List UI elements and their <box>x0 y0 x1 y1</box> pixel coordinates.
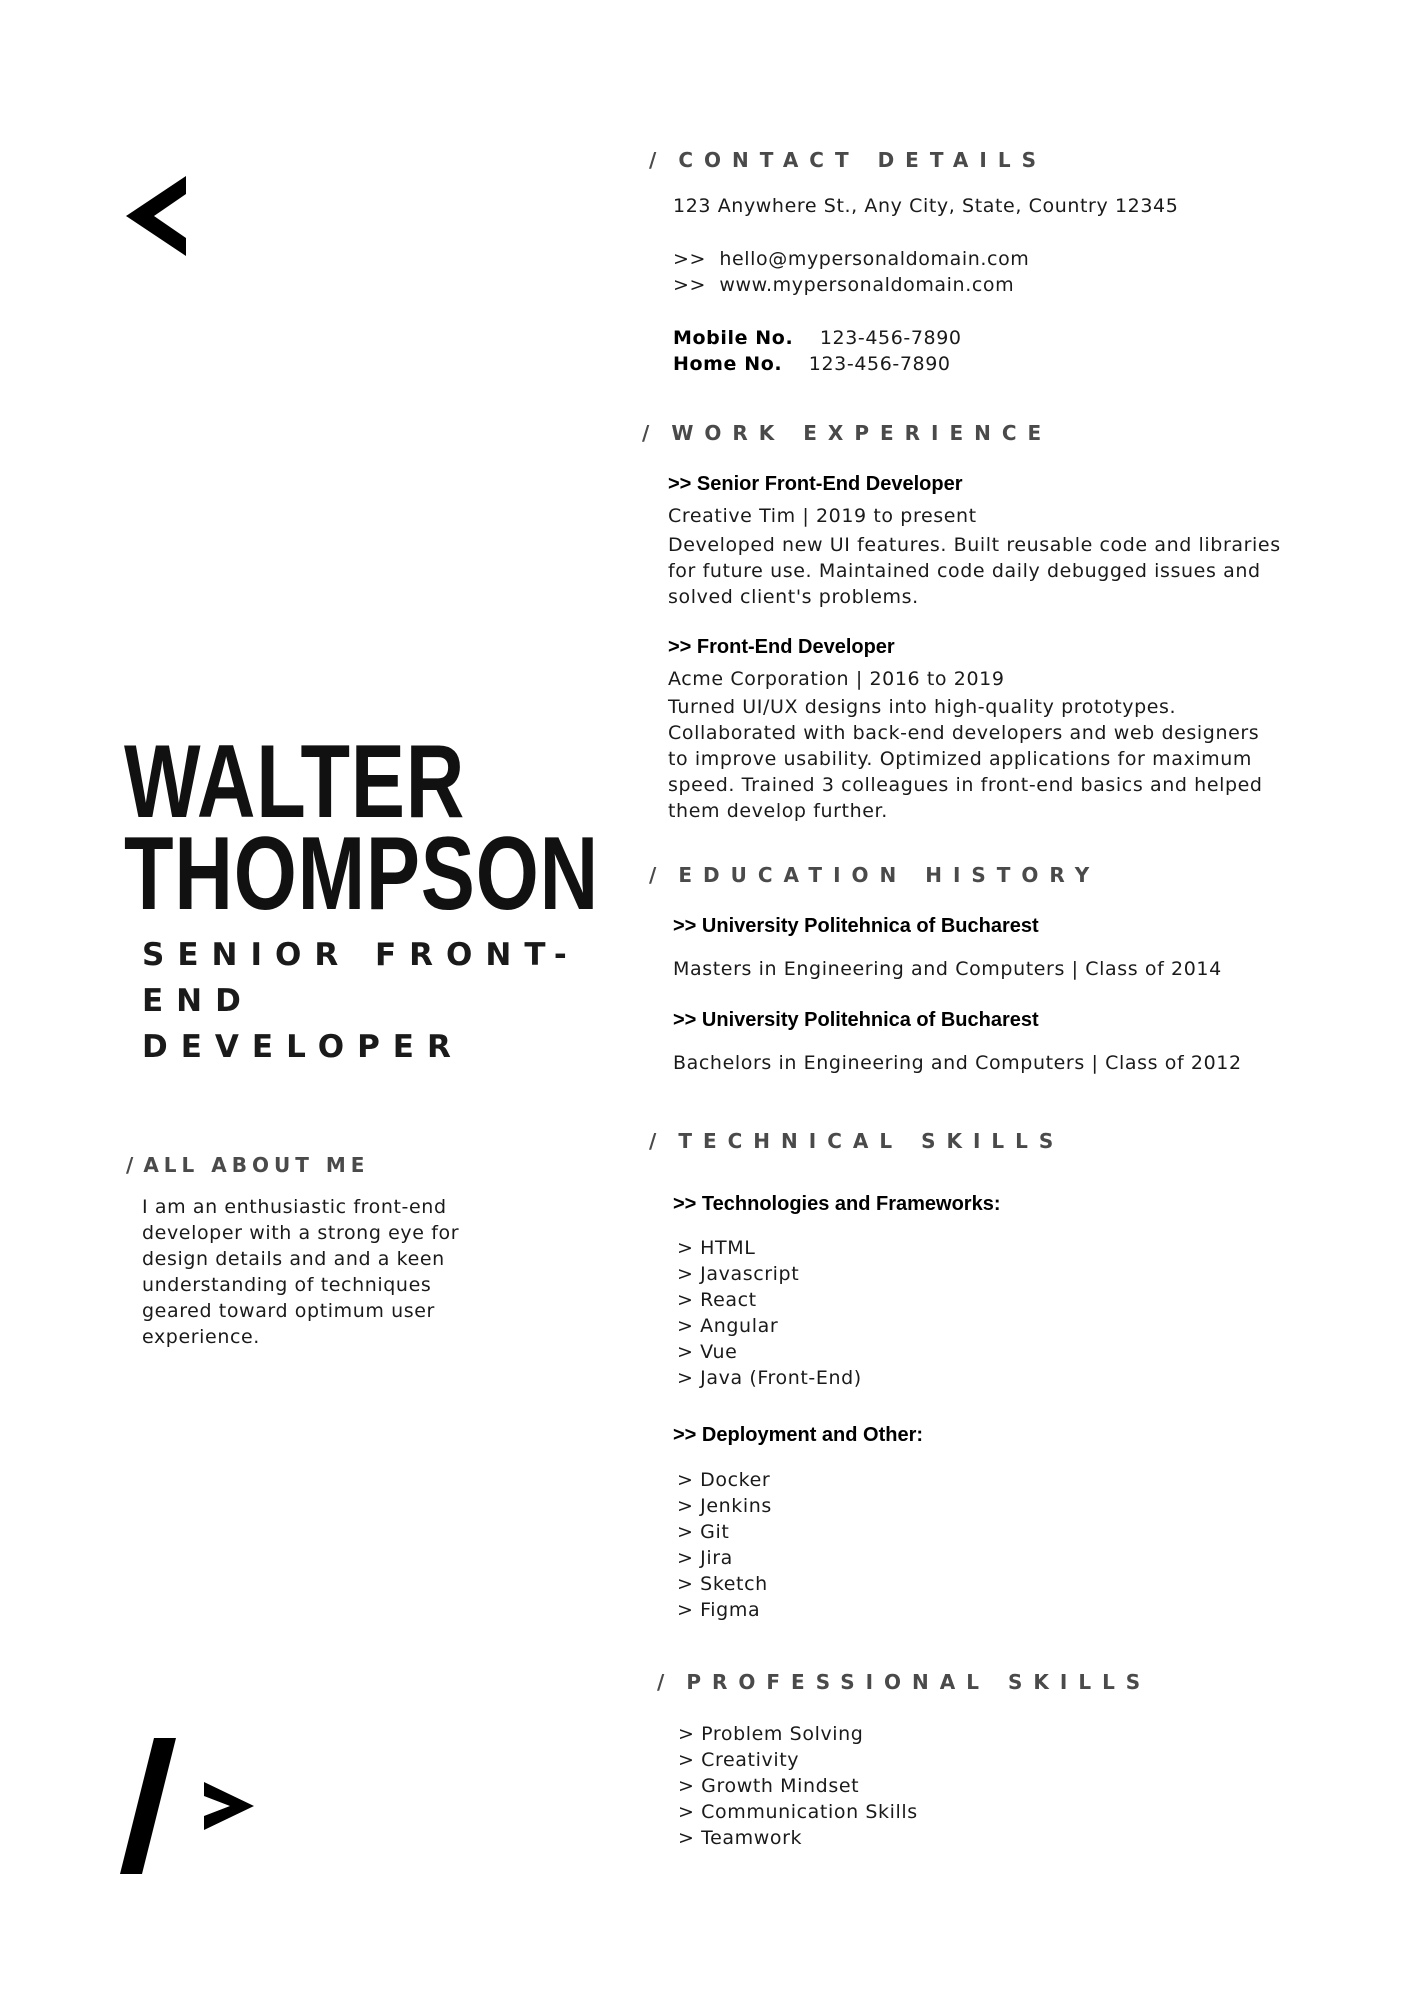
contact-heading-label: CONTACT DETAILS <box>678 148 1048 172</box>
job-company: Acme Corporation | 2016 to 2019 <box>668 668 1005 690</box>
list-item: > Teamwork <box>678 1827 803 1849</box>
email-line <box>673 246 1029 272</box>
list-item: > Creativity <box>678 1749 800 1771</box>
about-heading <box>126 1153 369 1177</box>
about-text: I am an enthusiastic front-end developer with a strong eye for design details and and a keen understanding of techniques geared toward optimum user experience. <box>142 1196 460 1348</box>
list-item: > Sketch <box>677 1573 768 1595</box>
less-than-icon <box>124 168 194 264</box>
list-item: > Problem Solving <box>678 1723 864 1745</box>
job-title: >> Senior Front-End Developer <box>668 473 963 495</box>
list-item: > Jira <box>677 1547 733 1569</box>
heading-slash: / <box>126 1153 134 1177</box>
education-heading <box>649 863 1100 887</box>
skill-group-title: >> Deployment and Other: <box>673 1424 924 1446</box>
home-line <box>673 351 951 377</box>
education-heading-label: EDUCATION HISTORY <box>678 863 1101 887</box>
job-description: Turned UI/UX designs into high-quality prototypes. Collaborated with back-end developers and web designers to improve usability. Optimized applications for maximum speed. Trained 3 colleagues in front-end basics and helped them develop further. <box>668 696 1263 822</box>
work-heading <box>642 421 1052 445</box>
school-name: >> University Politehnica of Bucharest <box>673 915 1039 937</box>
home-number: 123-456-7890 <box>808 353 951 375</box>
heading-slash: / <box>657 1670 665 1694</box>
degree: Masters in Engineering and Computers | Class of 2014 <box>673 958 1222 980</box>
job-company: Creative Tim | 2019 to present <box>668 505 977 527</box>
professional-heading <box>657 1670 1151 1694</box>
list-item: > HTML <box>677 1237 756 1259</box>
skill-list <box>677 1235 862 1391</box>
heading-slash: / <box>649 1129 657 1153</box>
job-title: >> Front-End Developer <box>668 636 895 658</box>
technical-heading-label: TECHNICAL SKILLS <box>678 1129 1065 1153</box>
heading-slash: / <box>649 148 657 172</box>
list-item: > React <box>677 1289 757 1311</box>
school-name: >> University Politehnica of Bucharest <box>673 1009 1039 1031</box>
mobile-line <box>673 325 962 351</box>
list-item: > Vue <box>677 1341 738 1363</box>
technical-heading <box>649 1129 1064 1153</box>
mobile-label: Mobile No. <box>673 327 794 349</box>
email-prefix: >> <box>673 248 707 270</box>
skill-list <box>677 1467 772 1623</box>
list-item: > Growth Mindset <box>678 1775 860 1797</box>
website-link[interactable]: www.mypersonaldomain.com <box>719 274 1015 296</box>
website-prefix: >> <box>673 274 707 296</box>
heading-slash: / <box>642 421 650 445</box>
professional-skill-list <box>678 1721 918 1851</box>
mobile-number: 123-456-7890 <box>819 327 962 349</box>
job-role: SENIOR FRONT-END DEVELOPER <box>142 937 580 1065</box>
slash-greater-than-icon <box>118 1736 278 1876</box>
home-label: Home No. <box>673 353 783 375</box>
work-heading-label: WORK EXPERIENCE <box>671 421 1053 445</box>
skill-group-title: >> Technologies and Frameworks: <box>673 1193 1001 1215</box>
name-last: THOMPSON <box>124 816 599 932</box>
name-first: WALTER <box>124 724 466 840</box>
job-description: Developed new UI features. Built reusable code and libraries for future use. Maintained code daily debugged issues and solved client's problems. <box>668 534 1281 608</box>
degree: Bachelors in Engineering and Computers | Class of 2012 <box>673 1052 1242 1074</box>
list-item: > Git <box>677 1521 730 1543</box>
contact-heading <box>649 148 1047 172</box>
list-item: > Docker <box>677 1469 771 1491</box>
about-heading-label: ALL ABOUT ME <box>143 1153 370 1177</box>
address: 123 Anywhere St., Any City, State, Country 12345 <box>673 195 1179 217</box>
list-item: > Java (Front-End) <box>677 1367 862 1389</box>
list-item: > Angular <box>677 1315 779 1337</box>
list-item: > Communication Skills <box>678 1801 918 1823</box>
website-line <box>673 272 1014 298</box>
email-link[interactable]: hello@mypersonaldomain.com <box>719 248 1030 270</box>
list-item: > Jenkins <box>677 1495 772 1517</box>
list-item: > Figma <box>677 1599 761 1621</box>
list-item: > Javascript <box>677 1263 800 1285</box>
professional-heading-label: PROFESSIONAL SKILLS <box>686 1670 1152 1694</box>
heading-slash: / <box>649 863 657 887</box>
